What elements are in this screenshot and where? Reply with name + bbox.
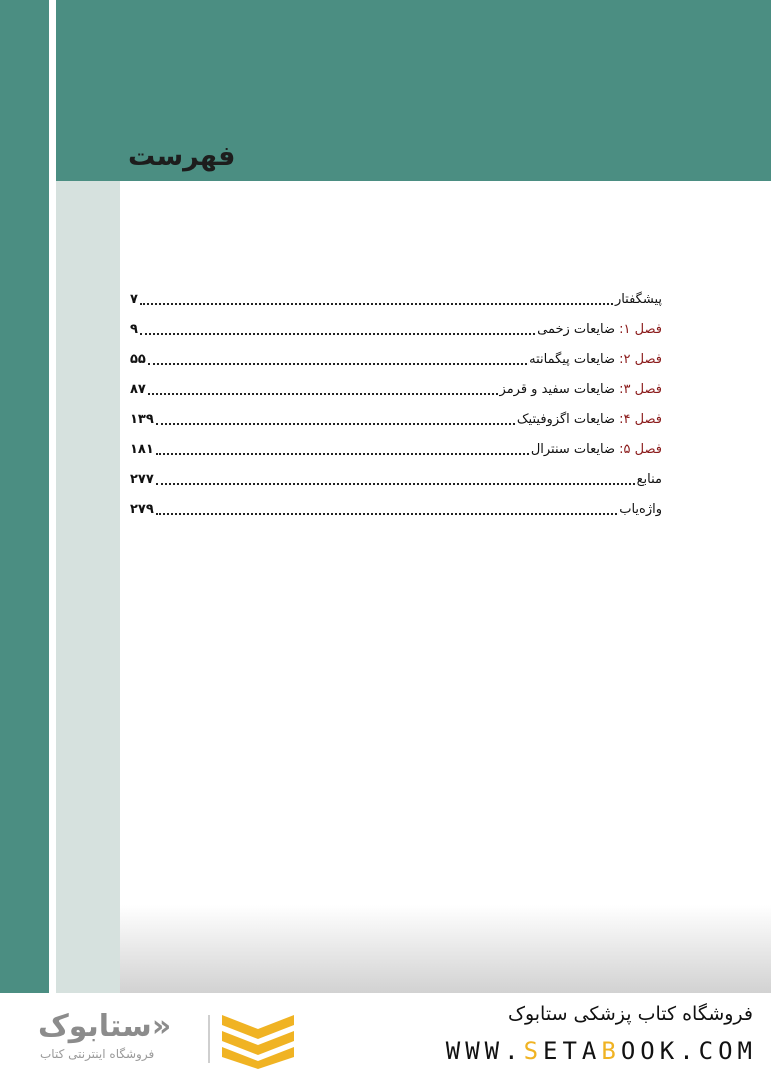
url-part: ETA [543, 1037, 602, 1065]
url-part: OOK.COM [620, 1037, 757, 1065]
url-part-highlight: S [523, 1037, 544, 1065]
dot-leader [148, 363, 527, 365]
page-number: ۱۳۹ [130, 411, 154, 427]
page-number: ۲۷۹ [130, 501, 154, 517]
toc-entry-label [531, 442, 662, 457]
page-number: ۲۷۷ [130, 471, 154, 487]
chapter-number: فصل ۵: [619, 441, 662, 457]
side-strip [56, 181, 120, 993]
chapter-title: ضایعات سنترال [530, 441, 620, 457]
chapter-title: ضایعات پیگمانته [529, 351, 620, 367]
dot-leader [140, 333, 535, 335]
chapter-number: فصل ۳: [619, 381, 662, 397]
page-shadow [120, 905, 771, 993]
toc-entry-label [517, 412, 662, 427]
toc-entry [130, 284, 662, 314]
chapter-title: ضایعات زخمی [537, 321, 620, 337]
toc-entry-label [637, 472, 662, 487]
dot-leader [140, 303, 613, 305]
chapter-number: فصل ۲: [619, 351, 662, 367]
left-accent-bar [0, 0, 49, 993]
chapter-number: فصل ۴: [619, 411, 662, 427]
chapter-title: منابع [636, 471, 662, 487]
url-part-highlight: B [601, 1037, 621, 1065]
page-number: ۱۸۱ [130, 441, 154, 457]
page-number: ۸۷ [130, 381, 146, 397]
chapter-title: واژه‌یاب [619, 501, 662, 517]
dot-leader [156, 483, 635, 485]
chapter-title: پیشگفتار [614, 291, 662, 307]
logo-divider [208, 1015, 210, 1063]
dot-leader [156, 453, 529, 455]
chapter-title: ضایعات اگزوفیتیک [516, 411, 620, 427]
toc-entry [130, 344, 662, 374]
page-number: ۷ [130, 291, 138, 307]
page-number: ۵۵ [130, 351, 146, 367]
toc-entry-label [537, 322, 662, 337]
toc-entry-label [615, 292, 662, 307]
table-of-contents [130, 284, 662, 524]
store-name: فروشگاه کتاب پزشکی ستابوک [507, 1003, 753, 1025]
toc-entry-label [529, 352, 662, 367]
store-logo-tagline: فروشگاه اینترنتی کتاب [40, 1047, 155, 1061]
chapter-number: فصل ۱: [619, 321, 662, 337]
dot-leader [148, 393, 498, 395]
page-number: ۹ [130, 321, 138, 337]
chapter-title: ضایعات سفید و قرمز [499, 381, 620, 397]
url-part: WWW. [445, 1037, 524, 1065]
toc-entry-label [500, 382, 662, 397]
toc-entry [130, 434, 662, 464]
toc-entry [130, 404, 662, 434]
toc-entry [130, 314, 662, 344]
toc-entry [130, 464, 662, 494]
dot-leader [156, 423, 515, 425]
store-logo-wordmark: ستابوک» [38, 1009, 172, 1044]
toc-entry [130, 494, 662, 524]
dot-leader [156, 513, 617, 515]
store-url[interactable] [446, 1037, 757, 1065]
chevron-stack-icon [220, 1011, 296, 1069]
toc-entry [130, 374, 662, 404]
page-title: فهرست [128, 141, 236, 172]
toc-entry-label [619, 502, 662, 517]
store-footer [0, 993, 771, 1079]
